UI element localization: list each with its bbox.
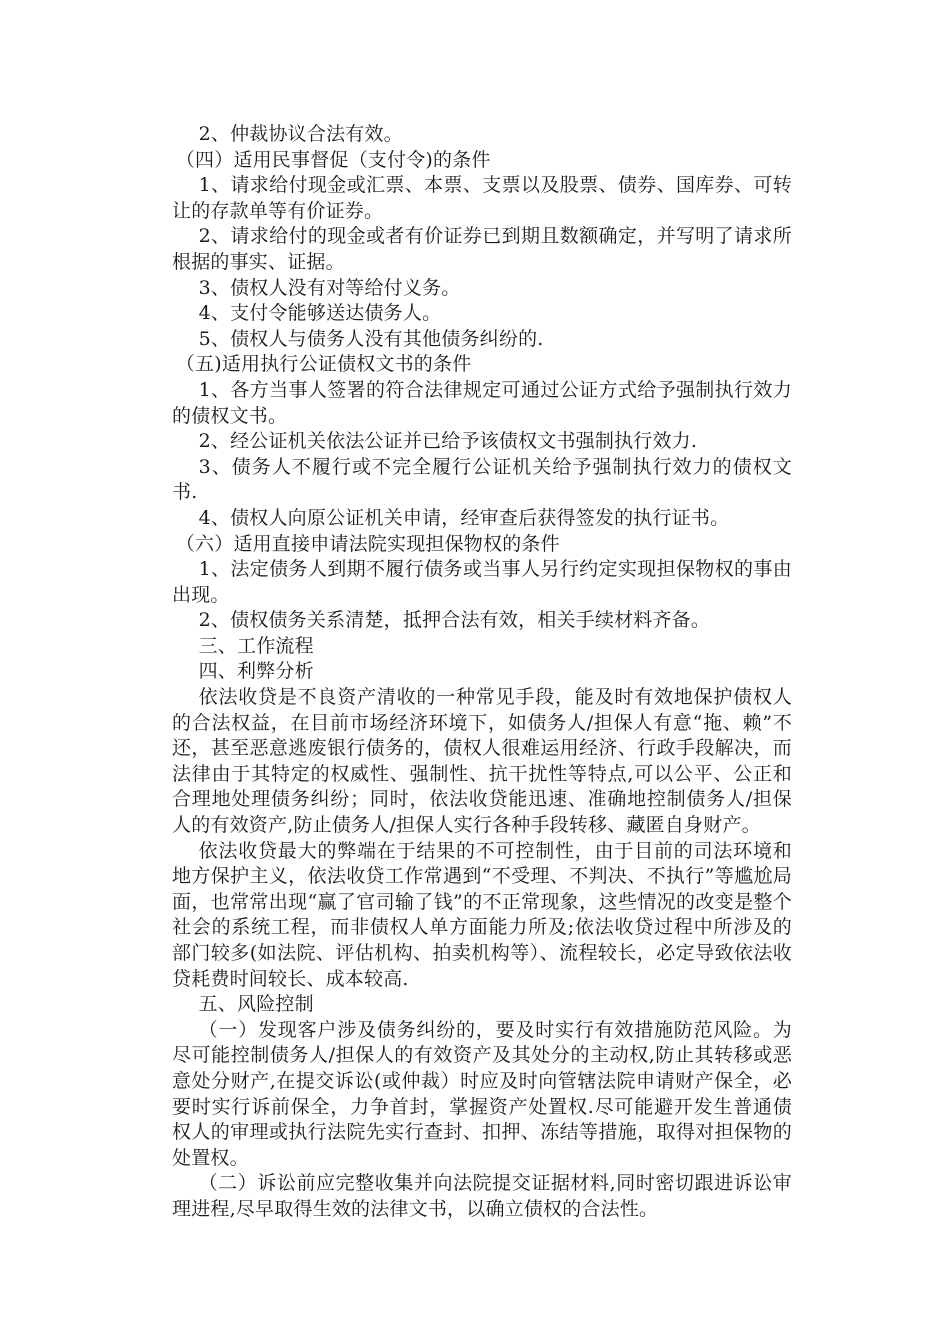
paragraph-risk-control-1: （一）发现客户涉及债务纠纷的，要及时实行有效措施防范风险。为尽可能控制债务人/担保人的有效资产及其处分的主动权,防止其转移或恶意处分财产,在提交诉讼(或仲裁）时应及时向管辖法院申请财产保全，必要时实行诉前保全，力争首封，掌握资产处置权.尽可能避开发生普通债权人的审理或执行法院先实行查封、扣押、冻结等措施，取得对担保物的处置权。: [172, 1018, 792, 1169]
paragraph-notarized-deed-1: 1、各方当事人签署的符合法律规定可通过公证方式给予强制执行效力的债权文书。: [172, 378, 792, 427]
paragraph-payment-order-1: 1、请求给付现金或汇票、本票、支票以及股票、债券、国库券、可转让的存款单等有价证券。: [172, 174, 792, 222]
heading-workflow: 三、工作流程: [198, 634, 314, 657]
paragraph-notarized-deed-3: 3、债务人不履行或不完全履行公证机关给予强制执行效力的债权文书.: [172, 455, 792, 504]
paragraph-disadvantages: 依法收贷最大的弊端在于结果的不可控制性，由于目前的司法环境和地方保护主义，依法收贷工作常遇到“不受理、不判决、不执行”等尴尬局面，也常常出现“赢了官司输了钱”的不正常现象，这些情况的改变是整个社会的系统工程，而非债权人单方面能力所及;依法收贷过程中所涉及的部门较多(如法院、评估机构、拍卖机构等）、流程较长，必定导致依法收贷耗费时间较长、成本较高.: [172, 839, 792, 990]
heading-payment-order-conditions: （四）适用民事督促（支付令)的条件: [175, 148, 491, 171]
paragraph-payment-order-5: 5、债权人与债务人没有其他债务纠纷的.: [198, 327, 544, 350]
heading-pros-cons: 四、利弊分析: [198, 660, 314, 683]
paragraph-payment-order-3: 3、债权人没有对等给付义务。: [198, 276, 461, 299]
document-body: [172, 122, 792, 1223]
paragraph-advantages: 依法收贷是不良资产清收的一种常见手段，能及时有效地保护债权人的合法权益，在目前市场经济环境下，如债务人/担保人有意“拖、赖”不还，甚至恶意逃废银行债务的，债权人很难运用经济、行政手段解决，而法律由于其特定的权威性、强制性、抗干扰性等特点,可以公平、公正和合理地处理债务纠纷；同时，依法收贷能迅速、准确地控制债务人/担保人的有效资产,防止债务人/担保人实行各种手段转移、藏匿自身财产。: [172, 686, 792, 837]
paragraph-security-right-1: 1、法定债务人到期不履行债务或当事人另行约定实现担保物权的事由出现。: [172, 558, 792, 606]
paragraph-security-right-2: 2、债权债务关系清楚，抵押合法有效，相关手续材料齐备。: [198, 609, 711, 632]
paragraph-payment-order-4: 4、支付令能够送达债务人。: [198, 302, 442, 325]
paragraph-notarized-deed-4: 4、债权人向原公证机关申请，经审查后获得签发的执行证书。: [198, 506, 730, 529]
heading-security-right-conditions: （六）适用直接申请法院实现担保物权的条件: [175, 532, 560, 555]
paragraph-risk-control-2: （二）诉讼前应完整收集并向法院提交证据材料,同时密切跟进诉讼审理进程,尽早取得生效的法律文书，以确立债权的合法性。: [172, 1172, 792, 1220]
paragraph-payment-order-2: 2、请求给付的现金或者有价证券已到期且数额确定，并写明了请求所根据的事实、证据。: [172, 225, 792, 273]
heading-risk-control: 五、风险控制: [198, 993, 314, 1016]
paragraph-arbitration-valid: 2、仲裁协议合法有效。: [198, 123, 403, 145]
heading-notarized-deed-conditions: （五)适用执行公证债权文书的条件: [175, 353, 472, 376]
paragraph-notarized-deed-2: 2、经公证机关依法公证并已给予该债权文书强制执行效力.: [198, 430, 698, 453]
